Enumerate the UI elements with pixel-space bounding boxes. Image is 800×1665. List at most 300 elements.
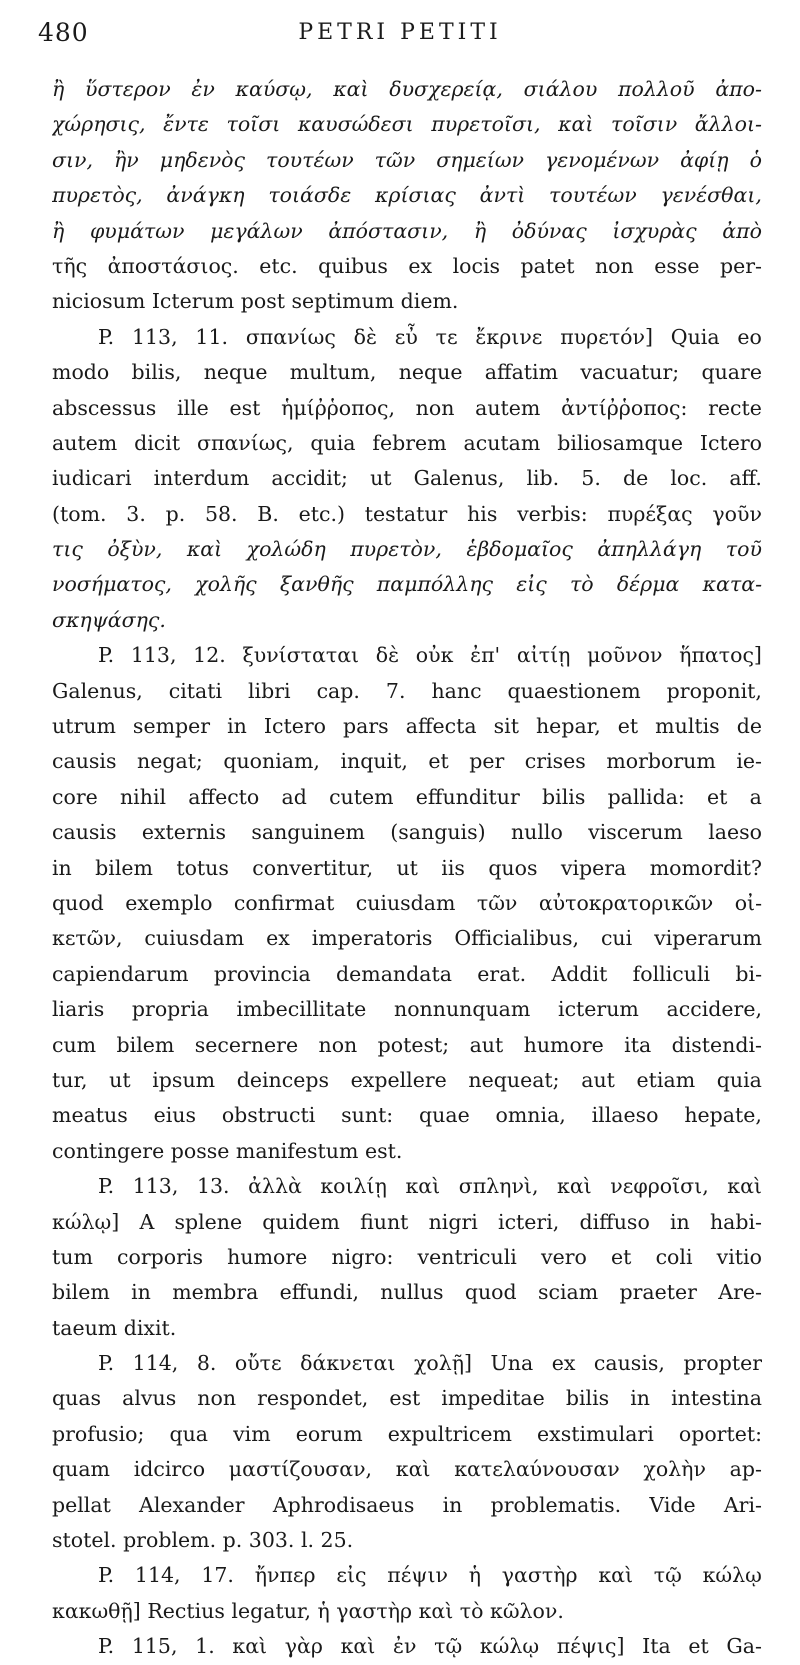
text-line [52, 567, 762, 602]
word: deinceps [236, 1067, 330, 1092]
word: splene [174, 1209, 243, 1234]
word: causis [52, 749, 117, 774]
word: κετῶν, [52, 926, 123, 951]
text-line [52, 921, 762, 956]
word: ἐν [191, 77, 215, 101]
word: εὖ [394, 324, 418, 349]
word: nigro: [331, 1244, 394, 1269]
word: Are- [718, 1280, 762, 1305]
word: φυμάτων [89, 218, 185, 243]
word: ex [551, 1351, 576, 1376]
text-line [52, 744, 762, 779]
text-line [52, 674, 762, 709]
word: τουτέων [266, 147, 354, 172]
word: κώλῳ] [52, 1209, 120, 1234]
word: Quia [670, 324, 720, 349]
word: καὶ [557, 1174, 592, 1199]
word: quos [488, 855, 538, 880]
word: ἀπὸ [722, 218, 762, 243]
word: locis [452, 253, 501, 278]
word: humore [523, 1032, 604, 1057]
word: est. [364, 1138, 403, 1163]
word: oportet: [678, 1421, 762, 1446]
word: ἡ [468, 1563, 482, 1588]
word: quidem [262, 1209, 340, 1234]
word: ἤνπερ [254, 1563, 316, 1588]
word: cum [52, 1032, 97, 1057]
word: crises [524, 749, 586, 774]
word: 58. [204, 501, 238, 526]
word: iis [441, 855, 465, 880]
word: ille [176, 395, 209, 420]
word: hepate, [684, 1103, 762, 1128]
word: τὸ [569, 572, 594, 597]
word: vacuatur; [580, 360, 680, 385]
word: morborum [606, 749, 716, 774]
word: κατα- [702, 572, 762, 597]
word: γοῦν [712, 501, 762, 526]
word: ἑβδομαῖος [466, 537, 573, 562]
word: causis [52, 820, 117, 845]
word: μοῦνον [587, 643, 663, 668]
word: καύσῳ, [235, 77, 313, 101]
word: sit [493, 714, 519, 739]
word: τῶν [476, 890, 518, 915]
word: bilis [542, 784, 586, 809]
word: externis [141, 820, 226, 845]
text-line [52, 1452, 762, 1487]
word: propria [131, 997, 209, 1022]
word: γαστὴρ [336, 1598, 419, 1623]
word: quia [310, 430, 356, 455]
word: ἄλλοι- [694, 112, 762, 137]
word: πυρετοῖσι, [431, 112, 541, 137]
word: κώλῳ [702, 1563, 762, 1588]
word: respondet, [257, 1386, 369, 1411]
word: quare [701, 360, 762, 385]
text-line [52, 1417, 762, 1452]
word: καὶ [727, 1174, 762, 1199]
word: potest; [377, 1032, 450, 1057]
word: problem. [123, 1528, 223, 1553]
word: tur, [52, 1067, 88, 1092]
word: intestina [671, 1386, 762, 1411]
word: καὶ [340, 1634, 376, 1659]
word: eorum [295, 1421, 363, 1446]
word: πυρέξας [607, 501, 693, 526]
word: Ictero [263, 714, 326, 739]
word: erat. [477, 961, 527, 986]
text-line [52, 214, 762, 249]
word: diffuso [579, 1209, 650, 1234]
word: pellat [52, 1492, 111, 1517]
word: αὐτοκρατορικῶν [538, 890, 714, 915]
word: proponit, [666, 678, 762, 703]
word: capiendarum [52, 961, 189, 986]
word: καὶ [395, 1457, 431, 1482]
word: 113, [131, 324, 178, 349]
word: in [630, 1386, 650, 1411]
word: ἐν [392, 1634, 417, 1659]
word: expellere [350, 1067, 447, 1092]
word: vim [233, 1421, 271, 1446]
word: febrem [372, 430, 447, 455]
word: non [197, 1386, 237, 1411]
word: recte [708, 395, 762, 420]
word: ἀνάγκη [166, 183, 245, 208]
word: 113, [130, 643, 177, 668]
word: 8. [196, 1351, 217, 1376]
word: autem [52, 430, 118, 455]
word: P. [98, 1634, 115, 1659]
word: cui [600, 926, 633, 951]
word: non [415, 395, 455, 420]
word: etiam [636, 1067, 696, 1092]
word: sunt: [341, 1103, 394, 1128]
word: affecto [188, 784, 260, 809]
text-line [52, 497, 762, 532]
word: χολώδη [246, 537, 326, 562]
word: τὸ [459, 1598, 490, 1623]
word: quoniam, [223, 749, 320, 774]
word: Rectius [147, 1598, 232, 1623]
word: obstructi [221, 1103, 316, 1128]
word: Una [490, 1351, 534, 1376]
word: 115, [131, 1634, 178, 1659]
word: Ita [642, 1634, 671, 1659]
text-line [52, 320, 762, 355]
word: icteri, [498, 1209, 560, 1234]
word: hepar, [535, 714, 601, 739]
word: bilem [95, 855, 153, 880]
text-line [52, 815, 762, 850]
text-line [52, 851, 762, 886]
word: post [240, 289, 292, 314]
word: nihil [119, 784, 167, 809]
word: humore [227, 1244, 308, 1269]
word: autem [475, 395, 541, 420]
word: σημείων [436, 147, 525, 172]
text-line [52, 992, 762, 1027]
word: septimum [291, 289, 401, 314]
word: et [617, 714, 639, 739]
word: ἡμίῤῥοπος, [281, 395, 395, 420]
word: patet [520, 253, 575, 278]
word: nequeat; [468, 1067, 560, 1092]
word: ἰσχυρὰς [612, 218, 697, 243]
word: quod [464, 1280, 517, 1305]
word: distendi- [671, 1032, 762, 1057]
word: χολὴν [643, 1457, 706, 1482]
word: cuiusdam [355, 890, 456, 915]
word: praeter [619, 1280, 697, 1305]
word: bilis [565, 1386, 610, 1411]
word: ἀπηλλάγη [597, 537, 702, 562]
word: expultricem [387, 1421, 512, 1446]
word: γενέσθαι, [660, 183, 762, 208]
word: ἀπο- [715, 77, 762, 101]
text-line [52, 709, 762, 744]
word: effunditur [415, 784, 520, 809]
word: affecta [405, 714, 477, 739]
text-line [52, 1063, 762, 1098]
word: imbecillitate [236, 997, 367, 1022]
word: ἀποστάσιος. [107, 253, 239, 278]
word: confirmat [233, 890, 335, 915]
word: 13. [196, 1174, 230, 1199]
word: nullo [510, 820, 563, 845]
word: vipera [560, 855, 627, 880]
word: abscessus [52, 395, 157, 420]
word: eo [737, 324, 762, 349]
word: ὕστερον [85, 77, 171, 101]
text-line [52, 1523, 762, 1558]
word: ἢν [114, 147, 139, 172]
word: per- [719, 253, 762, 278]
word: οἰ- [734, 890, 762, 915]
word: contingere [52, 1138, 171, 1163]
word: ὁ [749, 147, 762, 172]
word: testatur [364, 501, 448, 526]
word: Ictero [699, 430, 762, 455]
word: καὶ [405, 1174, 441, 1199]
word: δέρμα [616, 572, 680, 597]
word: habi- [709, 1209, 762, 1234]
word: γὰρ [284, 1634, 323, 1659]
word: 5. [581, 466, 601, 491]
word: taeum [52, 1315, 124, 1340]
word: ipsum [152, 1067, 216, 1092]
word: σιν, [52, 147, 94, 172]
word: κατελαύνουσαν [454, 1457, 620, 1482]
word: πέψιν [387, 1563, 448, 1588]
word: neque [203, 360, 268, 385]
word: χώρησις, [52, 112, 146, 137]
word: κρίσιας [374, 183, 456, 208]
word: accidit; [271, 466, 348, 491]
word: κακωθῇ] [52, 1598, 148, 1623]
text-line [52, 1169, 762, 1204]
word: quibus [318, 253, 388, 278]
word: legatur, [231, 1598, 318, 1623]
word: etc.) [298, 501, 345, 526]
word: provincia [213, 961, 311, 986]
word: illaeso [591, 1103, 659, 1128]
word: est [389, 1386, 421, 1411]
text-line [52, 1240, 762, 1275]
word: exemplo [125, 890, 213, 915]
word: aut [581, 1067, 615, 1092]
word: negat; [137, 749, 203, 774]
word: Vide [649, 1492, 696, 1517]
word: τουτέων [549, 183, 637, 208]
word: ἡ [317, 1598, 337, 1623]
word: τῷ [653, 1563, 682, 1588]
word: ἀντίῤῥοπος: [561, 395, 688, 420]
word: omnia, [495, 1103, 566, 1128]
word: σιάλου [523, 77, 598, 101]
word: in [227, 714, 247, 739]
word: et [688, 1634, 709, 1659]
word: quas [52, 1386, 102, 1411]
word: B. [257, 501, 279, 526]
word: accidere, [666, 997, 762, 1022]
word: quod [52, 890, 104, 915]
text-line [52, 1028, 762, 1063]
word: P. [98, 643, 115, 668]
text-line [52, 532, 762, 567]
word: πυρετὸν, [350, 537, 442, 562]
text-line [52, 72, 762, 107]
word: ita [624, 1032, 652, 1057]
word: 12. [193, 643, 226, 668]
text-line [52, 638, 762, 673]
text-line [52, 1594, 762, 1629]
word: iudicari [52, 466, 132, 491]
word: P. [98, 1174, 115, 1199]
text-line [52, 284, 762, 319]
word: p. [165, 501, 186, 526]
word: affatim [484, 360, 559, 385]
word: membra [172, 1280, 259, 1305]
word: νοσήματος, [52, 572, 172, 597]
word: alvus [122, 1386, 177, 1411]
word: et [428, 749, 449, 774]
word: corporis [117, 1244, 204, 1269]
text-line [52, 143, 762, 178]
page-number: 480 [38, 18, 89, 47]
word: a [749, 784, 762, 809]
word: ad [281, 784, 307, 809]
word: viscerum [588, 820, 683, 845]
word: niciosum [52, 289, 152, 314]
text-line [52, 603, 762, 638]
text-line [52, 426, 762, 461]
word: vitio [716, 1244, 762, 1269]
word: Icterum [151, 289, 241, 314]
word: cap. [316, 678, 360, 703]
word: propter [683, 1351, 762, 1376]
word: ventriculi [417, 1244, 517, 1269]
word: etc. [259, 253, 298, 278]
word: esse [654, 253, 700, 278]
word: δὲ [353, 324, 377, 349]
word: semper [132, 714, 211, 739]
word: causis, [593, 1351, 665, 1376]
word: Addit [551, 961, 608, 986]
word: 3. [126, 501, 146, 526]
word: demandata [336, 961, 452, 986]
word: καυσώδεσι [297, 112, 414, 137]
word: verbis: [517, 501, 588, 526]
word: meatus [52, 1103, 128, 1128]
word: convertitur, [252, 855, 374, 880]
word: lib. [526, 466, 560, 491]
word: γενομένων [545, 147, 660, 172]
word: citati [168, 678, 223, 703]
word: dicit [134, 430, 181, 455]
word: τοιάσδε [268, 183, 352, 208]
word: A [139, 1209, 155, 1234]
word: 114, [134, 1563, 181, 1588]
word: σπανίως [245, 324, 336, 349]
text-line [52, 1275, 762, 1310]
word: cutem [329, 784, 394, 809]
word: idcirco [133, 1457, 206, 1482]
word: τις [52, 537, 83, 562]
word: cuiusdam [144, 926, 245, 951]
word: tum [52, 1244, 93, 1269]
word: πολλοῦ [618, 77, 695, 101]
word: P. [98, 1351, 115, 1376]
word: impeditae [441, 1386, 545, 1411]
word: liaris [52, 997, 105, 1022]
word: δάκνεται [300, 1351, 396, 1376]
word: Alexander [139, 1492, 245, 1517]
word: per [469, 749, 505, 774]
word: 113, [132, 1174, 179, 1199]
word: ἀπόστασιν, [328, 218, 449, 243]
word: profusio; [52, 1421, 145, 1446]
word: exstimulari [537, 1421, 654, 1446]
word: coli [655, 1244, 693, 1269]
word: ut [370, 466, 392, 491]
word: Galenus, [413, 466, 505, 491]
text-line [52, 1629, 762, 1664]
word: pallida: [607, 784, 685, 809]
word: acutam [463, 430, 541, 455]
word: 303. [248, 1528, 301, 1553]
word: de [736, 714, 762, 739]
word: τε [435, 324, 458, 349]
word: bilem [52, 1280, 110, 1305]
word: 114, [132, 1351, 179, 1376]
word: ex [408, 253, 433, 278]
word: P. [98, 324, 115, 349]
word: σκηψάσης. [52, 607, 166, 632]
word: biliosamque [557, 430, 683, 455]
word: 25. [320, 1528, 354, 1553]
word: pars [343, 714, 389, 739]
word: aut [469, 1032, 504, 1057]
word: libri [248, 678, 291, 703]
word: eius [153, 1103, 196, 1128]
text-line [52, 1205, 762, 1240]
word: τοῖσιν [611, 112, 678, 137]
word: μηδενὸς [159, 147, 245, 172]
word: Galenus, [52, 678, 143, 703]
word: in [669, 1209, 690, 1234]
word: multis [655, 714, 720, 739]
word: ἀφίῃ [680, 147, 729, 172]
running-head: PETRI PETITI [298, 20, 502, 45]
text-line [52, 249, 762, 284]
word: vero [541, 1244, 587, 1269]
word: problematis. [490, 1492, 622, 1517]
word: ἔντε [163, 112, 209, 137]
text-line [52, 957, 762, 992]
word: est [229, 395, 261, 420]
word: diem. [400, 289, 459, 314]
word: τῶν [374, 147, 416, 172]
word: Ari- [723, 1492, 762, 1517]
word: (tom. [52, 501, 107, 526]
text-line [52, 886, 762, 921]
word: ἥπατος] [679, 643, 762, 668]
word: de [622, 466, 649, 491]
word: loc. [670, 466, 708, 491]
word: μαστίζουσαν, [228, 1457, 373, 1482]
